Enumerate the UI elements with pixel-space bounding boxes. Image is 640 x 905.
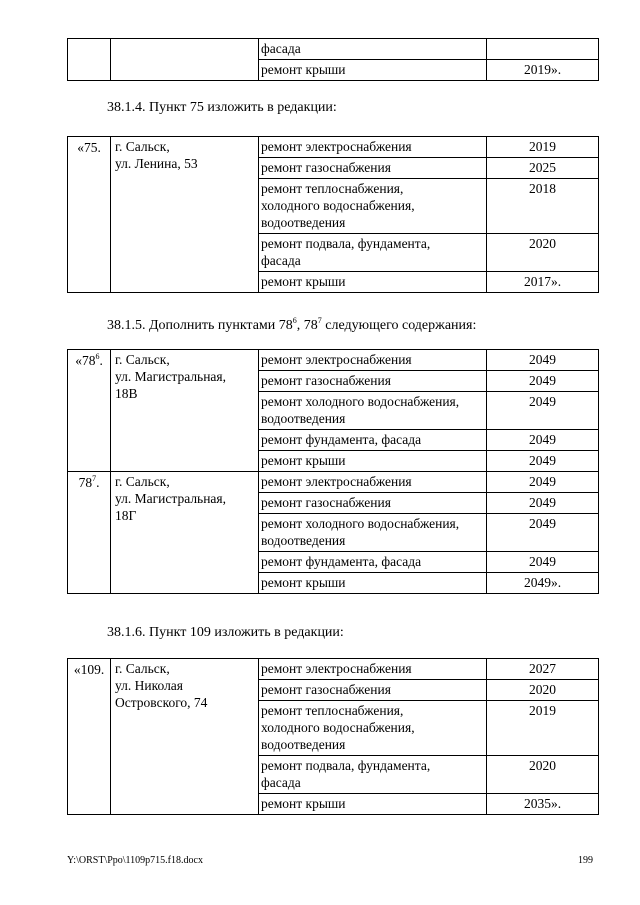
item-number: «$78^6$.	[68, 350, 111, 472]
work-cell: ремонт теплоснабжения, холодного водоснабжения, водоотведения	[259, 701, 487, 756]
item-number: «109.	[68, 659, 111, 815]
address-cell: г. Сальск, ул. Ленина, 53	[111, 137, 259, 293]
table-item-109	[67, 658, 599, 815]
year-cell: 2049	[487, 493, 599, 514]
work-cell: ремонт электроснабжения	[259, 137, 487, 158]
work-cell: ремонт газоснабжения	[259, 371, 487, 392]
year-cell: 2017».	[487, 272, 599, 293]
year-cell: 2025	[487, 158, 599, 179]
year-cell: 2019	[487, 137, 599, 158]
footer-file-path: Y:\ORST\Ppo\1109p715.f18.docx	[67, 855, 203, 866]
year-cell: 2027	[487, 659, 599, 680]
num-cell	[68, 39, 111, 81]
paragraph-38-1-6: 38.1.6. Пункт 109 изложить в редакции:	[107, 625, 344, 640]
table-row	[68, 472, 599, 493]
address-cell: г. Сальск, ул. Магистральная, 18В	[111, 350, 259, 472]
work-cell: ремонт крыши	[259, 60, 487, 81]
work-cell: фасада	[259, 39, 487, 60]
year-cell: 2049	[487, 350, 599, 371]
work-cell: ремонт электроснабжения	[259, 659, 487, 680]
work-cell: ремонт газоснабжения	[259, 493, 487, 514]
top-continuation-table	[67, 38, 599, 81]
work-cell: ремонт теплоснабжения, холодного водоснабжения, водоотведения	[259, 179, 487, 234]
year-cell: 2020	[487, 680, 599, 701]
work-cell: ремонт газоснабжения	[259, 680, 487, 701]
work-cell: ремонт крыши	[259, 794, 487, 815]
year-cell: 2019».	[487, 60, 599, 81]
work-cell: ремонт крыши	[259, 573, 487, 594]
work-cell: ремонт крыши	[259, 272, 487, 293]
item-number: $78^7$.	[68, 472, 111, 594]
item-number: «75.	[68, 137, 111, 293]
table-row	[68, 659, 599, 680]
paragraph-38-1-4: 38.1.4. Пункт 75 изложить в редакции:	[107, 100, 337, 115]
address-cell: г. Сальск, ул. Магистральная, 18Г	[111, 472, 259, 594]
address-cell: г. Сальск, ул. Николая Островского, 74	[111, 659, 259, 815]
year-cell: 2019	[487, 701, 599, 756]
year-cell	[487, 39, 599, 60]
paragraph-38-1-5: 38.1.5. Дополнить пунктами $78^6$, $78^7$ следующего содержания:	[107, 316, 477, 333]
table-row	[68, 137, 599, 158]
year-cell: 2018	[487, 179, 599, 234]
work-cell: ремонт электроснабжения	[259, 350, 487, 371]
year-cell: 2049».	[487, 573, 599, 594]
work-cell: ремонт подвала, фундамента, фасада	[259, 756, 487, 794]
year-cell: 2049	[487, 392, 599, 430]
table-row	[68, 39, 599, 60]
table-item-75	[67, 136, 599, 293]
table-row	[68, 350, 599, 371]
work-cell: ремонт фундамента, фасада	[259, 430, 487, 451]
work-cell: ремонт крыши	[259, 451, 487, 472]
year-cell: 2049	[487, 451, 599, 472]
work-cell: ремонт газоснабжения	[259, 158, 487, 179]
year-cell: 2049	[487, 371, 599, 392]
work-cell: ремонт холодного водоснабжения, водоотведения	[259, 514, 487, 552]
work-cell: ремонт электроснабжения	[259, 472, 487, 493]
year-cell: 2049	[487, 472, 599, 493]
year-cell: 2020	[487, 234, 599, 272]
work-cell: ремонт подвала, фундамента, фасада	[259, 234, 487, 272]
year-cell: 2049	[487, 514, 599, 552]
address-cell	[111, 39, 259, 81]
work-cell: ремонт холодного водоснабжения, водоотведения	[259, 392, 487, 430]
year-cell: 2049	[487, 552, 599, 573]
table-items-78	[67, 349, 599, 594]
work-cell: ремонт фундамента, фасада	[259, 552, 487, 573]
footer-page-number: 199	[578, 855, 593, 866]
year-cell: 2049	[487, 430, 599, 451]
year-cell: 2020	[487, 756, 599, 794]
year-cell: 2035».	[487, 794, 599, 815]
